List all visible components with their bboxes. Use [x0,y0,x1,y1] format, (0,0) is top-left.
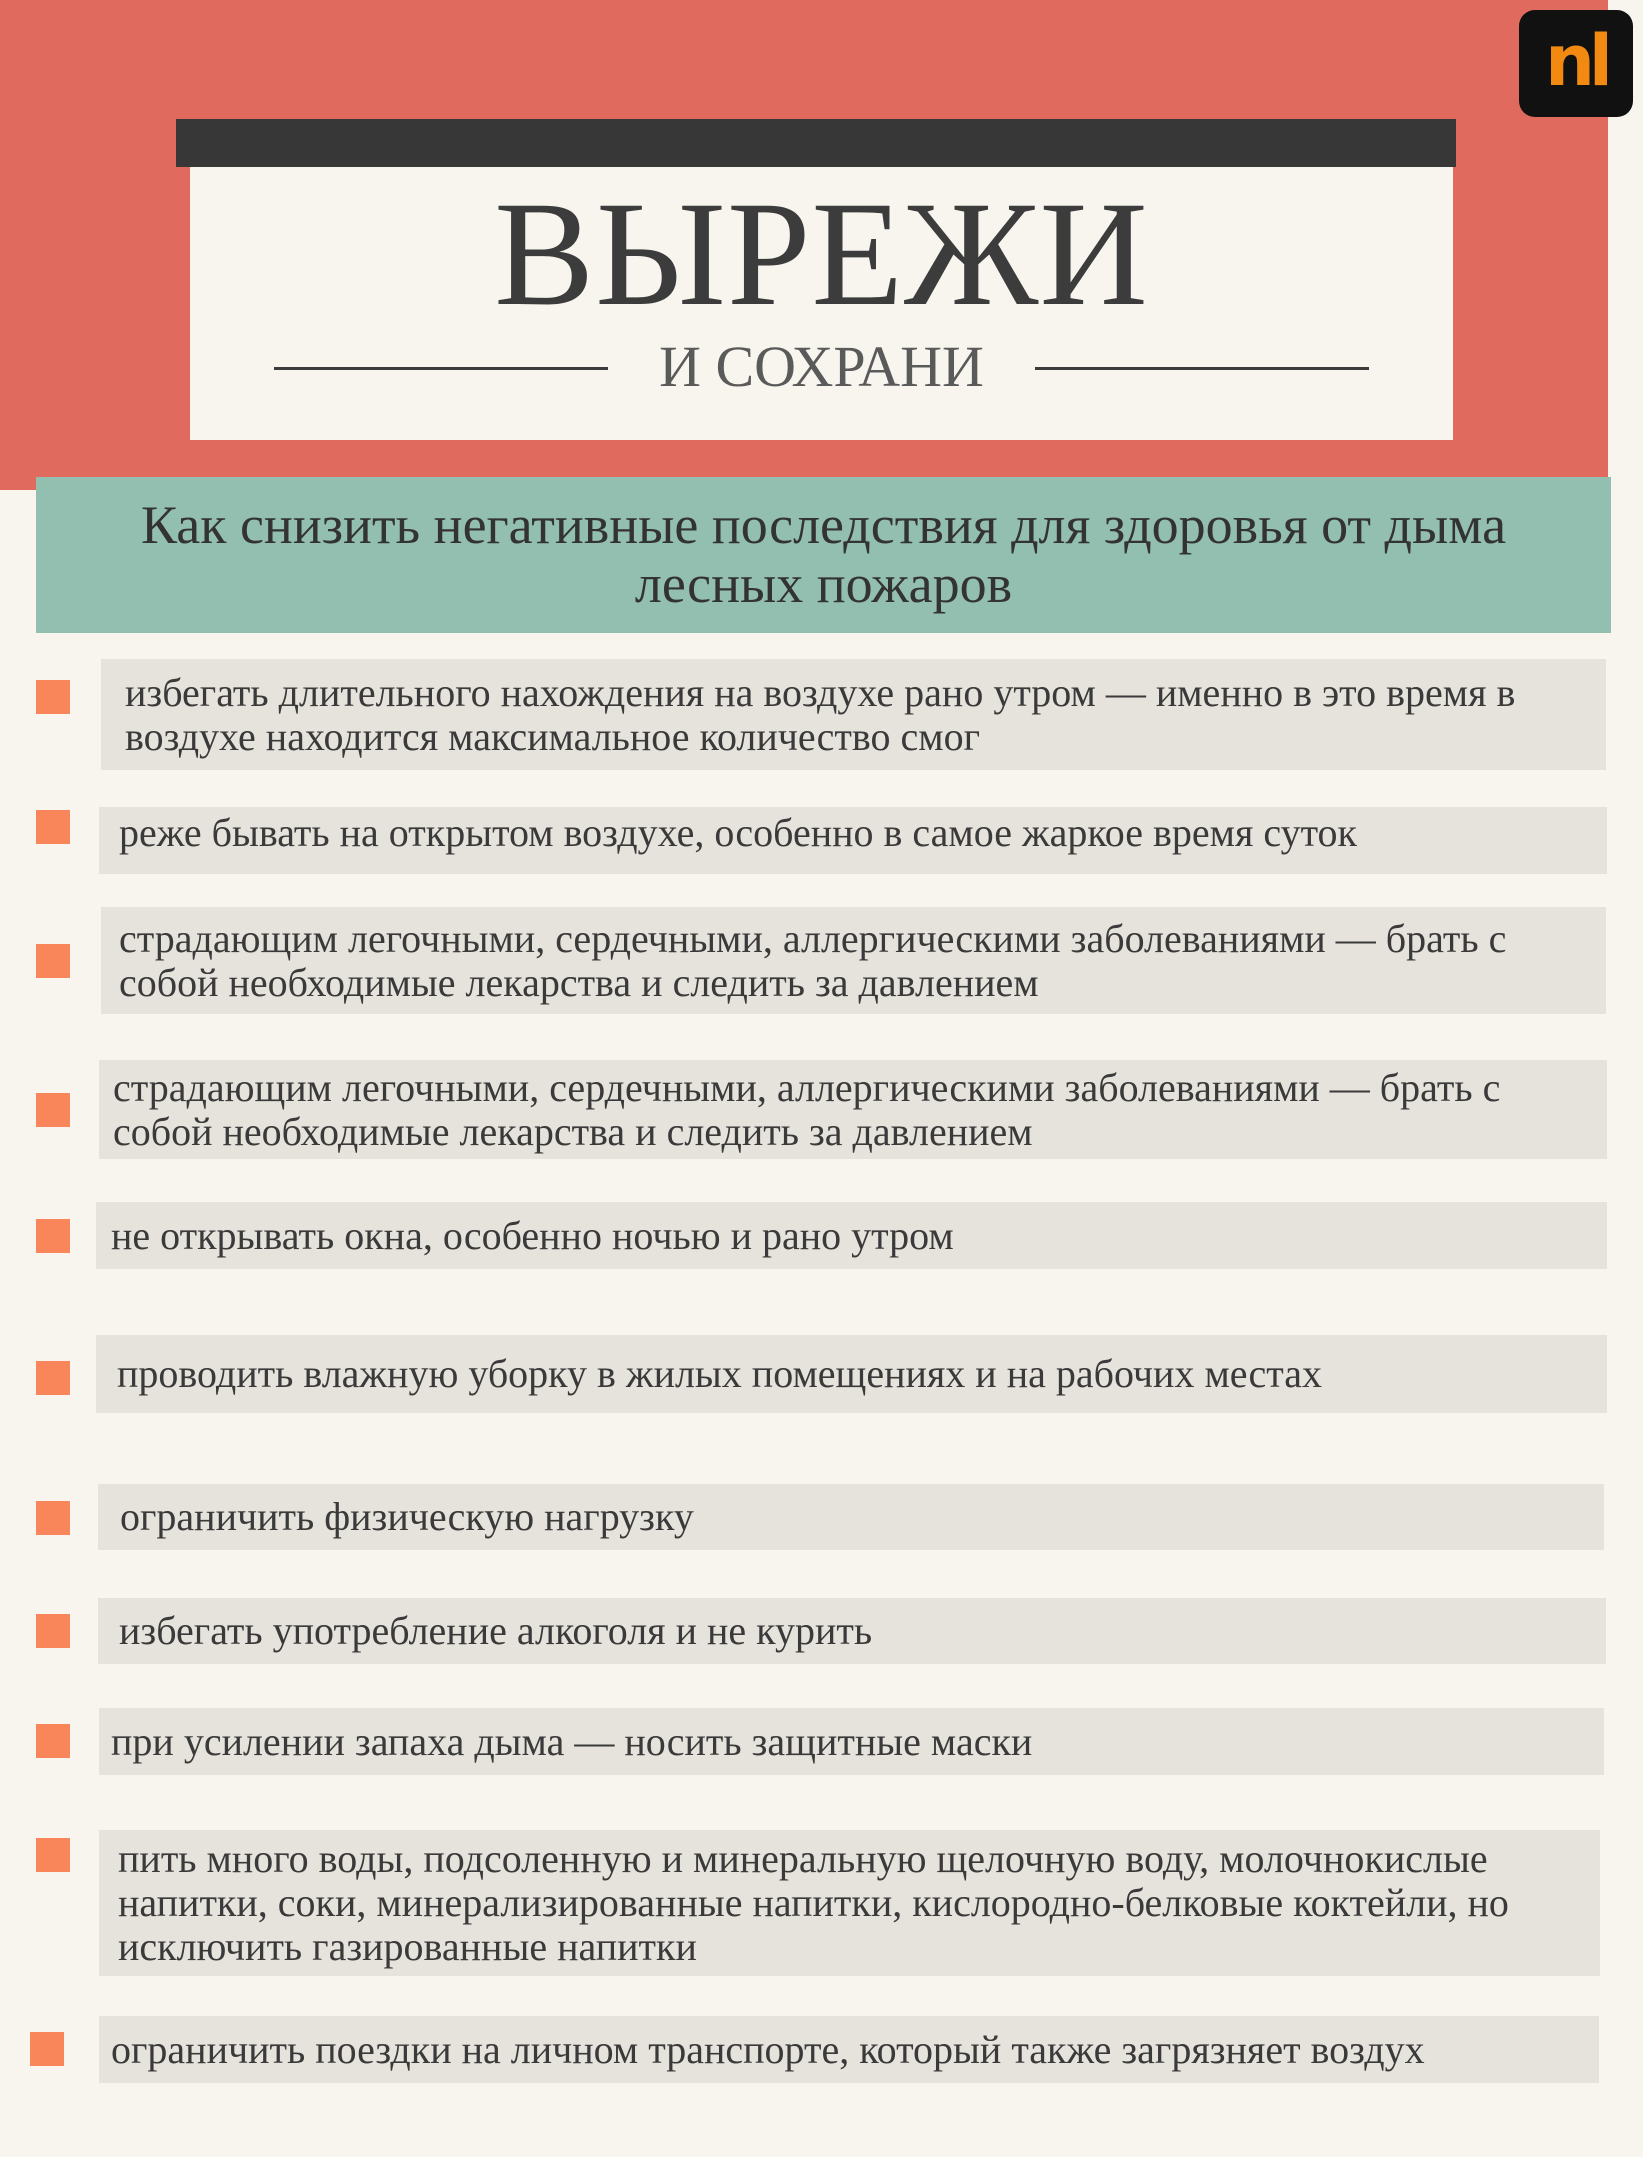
bullet-marker [36,680,70,714]
list-item-text: реже бывать на открытом воздухе, особенно в самое жаркое время суток [119,810,1357,855]
list-item-text: при усилении запаха дыма — носить защитные маски [111,1718,1033,1764]
bullet-marker [36,1093,70,1127]
bullet-marker [36,1361,70,1395]
list-item-text: ограничить физическую нагрузку [120,1494,694,1539]
logo-text: nl [1545,19,1607,102]
bullet-marker [36,1614,70,1648]
headline-banner [36,477,1611,633]
list-item-text: избегать длительного нахождения на воздухе рано утром — именно в это время в воздухе находится максимальное количество смог [125,669,1516,759]
list-item-text: не открывать окна, особенно ночью и рано утром [111,1212,954,1258]
bullet-marker [36,1724,70,1758]
bullet-marker [30,2032,64,2066]
bullet-marker [36,1838,70,1872]
list-item-text: страдающим легочными, сердечными, аллергическими заболеваниями — брать с собой необходимые лекарства и следить за давлением [119,915,1507,1005]
bullet-marker [36,1501,70,1535]
list-item [96,1335,1607,1413]
list-item [99,1060,1607,1159]
bullet-marker [36,1219,70,1253]
headline-text: Как снизить негативные последствия для здоровья от дыма лесных пожаров [140,495,1507,614]
list-item [98,1598,1606,1664]
list-item [96,1202,1607,1269]
list-item [101,659,1606,770]
header-card [190,167,1453,440]
bullet-marker [36,810,70,844]
header-dark-bar [176,119,1456,167]
site-logo[interactable] [1519,10,1633,117]
list-item [98,1484,1604,1550]
page-title: ВЫРЕЖИ [494,171,1149,337]
list-item [99,807,1607,874]
list-item-text: проводить влажную уборку в жилых помещениях и на рабочих местах [117,1351,1322,1396]
list-item [99,1708,1604,1775]
list-item [99,2016,1599,2083]
list-item-text: пить много воды, подсоленную и минеральную щелочную воду, молочнокислые напитки, соки, минерализированные напитки, кислородно-белковые коктейли, но исключить газированные напитки [118,1836,1509,1969]
list-item-text: ограничить поездки на личном транспорте, который также загрязняет воздух [111,2026,1425,2072]
list-item-text: избегать употребление алкоголя и не курить [119,1608,873,1653]
list-item [101,907,1606,1014]
list-item-text: страдающим легочными, сердечными, аллергическими заболеваниями — брать с собой необходимые лекарства и следить за давлением [113,1064,1501,1154]
bullet-marker [36,944,70,978]
list-item [99,1830,1600,1976]
page-subtitle: И СОХРАНИ [659,334,984,399]
